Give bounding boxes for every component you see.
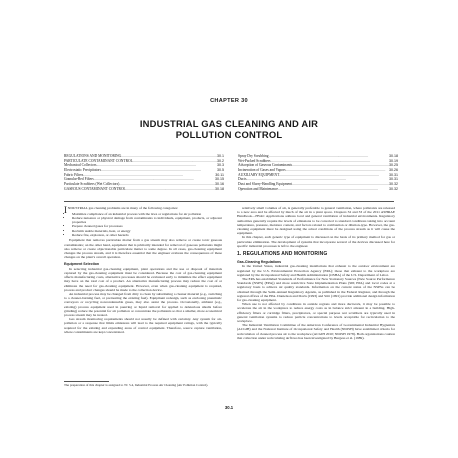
toc-leader-dots	[278, 187, 389, 192]
toc-entry-page: 30.16	[215, 181, 224, 186]
toc-entry-page: 30.25	[389, 163, 398, 168]
toc-entry-page: 30.31	[389, 177, 398, 182]
footnote	[64, 381, 222, 387]
toc-entry-title: Ducts	[238, 177, 247, 182]
toc-entry-title: Operation and Maintenance	[238, 186, 278, 191]
section-heading-equipment-selection: Equipment Selection	[64, 261, 100, 266]
toc-leader-dots	[126, 187, 215, 192]
body-paragraph: relatively small volumes of air, is generally preferable to general ventilation, where pollutants are released to a new area and be affected by much of the air in a plant space. Chapters 32 and 33 of the 2011 ASHRAE Handbook—HVAC Applications address local and general ventilation of industrial environments. Regulatory authorities generally require the levels of emissions to be corrected to standard conditions taking into account temperature, pressure, moisture content, and factors related to combustion or dilution-type. However, the gas-cleaning equipment must be designed using the actual conditions of the process stream as it will cause the equipment.	[237, 206, 395, 236]
page-number: 30.1	[224, 405, 234, 410]
toc-entry-page: 30.32	[389, 186, 398, 191]
toc-entry-title: Granular-Bed Filters	[64, 177, 94, 182]
drop-cap: I	[64, 204, 67, 215]
toc-entry-title: Mechanical Collectors	[64, 163, 97, 168]
objective-item: • Maximize compliance of an industrial process with the laws or regulations for air pollution	[72, 212, 222, 216]
toc-entry-title: REGULATIONS AND MONITORING	[64, 154, 122, 158]
toc-entry-page: 30.19	[389, 158, 398, 163]
left-column	[64, 206, 222, 334]
toc-entry-title: Incineration of Gases and Vapors	[238, 167, 286, 172]
toc-entry-title: Fabric Filters	[64, 172, 84, 177]
toc-entry-page: 30.11	[215, 172, 224, 177]
body-paragraph: The Industrial Ventilation Committee of the American Conference of Governmental Industrial Hygienists (ACGIH) and the National Institute of Occupational Safety and Health (NIOSH) have established criteria for recirculation of cleaned process air to the workplace (ACGIH 2010; NIOSH 1978). Both organizations caution that collection under recirculating airflows has been investigated by Burgess et al. (1989).	[237, 323, 395, 340]
body-paragraph: Equipment that removes particulate matter from a gas stream may also remove or create toxic gaseous contaminants; on the other hand, equipment that is primarily intended for removal of gaseous pollutants might also remove or create objectionable particulate matter to some degree. In all cases, gas-cleaning equipment changes the process stream, and it is therefore essential that the engineer evaluate the consequences of these changes on the plant's overall operation.	[64, 238, 222, 260]
section-heading-regulations: 1. REGULATIONS AND MONITORING	[237, 251, 328, 258]
objective-item: • Reclaim usable materials, heat, or energy	[72, 229, 222, 233]
right-paragraphs	[237, 206, 395, 248]
toc-entry-page: 30.15	[215, 177, 224, 182]
toc-entry-page: 30.3	[217, 163, 224, 168]
table-of-contents-right	[238, 154, 398, 191]
toc-entry-title: Dust and Slurry-Handling Equipment	[238, 181, 292, 186]
toc-entry	[238, 187, 398, 192]
objectives-list	[64, 212, 222, 237]
toc-entry-title: Wet-Packed Scrubbers	[238, 158, 271, 163]
table-of-contents-left	[64, 154, 224, 191]
toc-entry-page: 30.32	[389, 181, 398, 186]
subsection-heading-gas-cleaning-regulations: Gas-Cleaning Regulations	[237, 259, 282, 264]
chapter-title-line-2: POLLUTION CONTROL	[175, 129, 283, 140]
objective-item: • Reduce nuisance or physical damage from contaminants to individuals, equipment, products, or adjacent properties	[72, 216, 222, 224]
toc-entry-title: Electrostatic Precipitators	[64, 167, 102, 172]
right-paragraphs-2	[237, 264, 395, 340]
left-paragraphs-2	[64, 267, 222, 334]
toc-entry	[64, 187, 224, 192]
footnote-text: The preparation of this chapter is assigned to TC 5.4, Industrial Process Air Cleaning (Air Pollution Control).	[64, 383, 209, 387]
left-paragraphs	[64, 238, 222, 259]
body-paragraph: An industrial process may be changed from dirty to clean by substituting a cleaner material (e.g., switching to a cleaner-burning fuel, or pretreating the existing fuel). Equipment redesign, such as enclosing pneumatic conveyors or recycling noncondensable gases, may also assist the process. Occasionally, ambient (e.g., existing) process equipment used in puerring or liquid removal for applied to deleterious alkalis before grinding) reduce the potential for air pollution or concentrate the pollutants so that a smaller, more economical process stream may be treated.	[64, 291, 222, 317]
chapter-title-line-1: INDUSTRIAL GAS CLEANING AND AIR	[139, 118, 319, 129]
body-paragraph: In the United States, industrial gas-cleaning installations that exhaust to the outdoor environment are regulated by the U.S. Environmental Protection Agency (EPA); those that exhaust to the workplace are regulated by the Occupational Safety and Health Administration (OSHA) of the U.S. Department of Labor.	[237, 264, 395, 277]
toc-entry-page: 30.26	[389, 167, 398, 172]
body-paragraph: In this chapter, each generic type of equipment is discussed on the basis of its primary method for gas or particulate elimination. The development of systems that incorporate several of the devices discussed here for specific industrial processes is left to the engineer.	[237, 235, 395, 248]
body-paragraph: The EPA has established Standards of Performance for New Stationary Sources (New Source Performance Standards (NSPS) (EPA)) and more restrictive State Implementation Plans (SIP, EPA) and local codes at a regulatory basis to achieve air quality standards. Information on the current status of the NSPSs can be obtained through the Semi-Annual Regulatory Agenda, as published in the Federal Register, and through the regional offices of the EPA. Danielson and Davis (1993) and Stitt (1991) provide additional design information for gas-cleaning equipment.	[237, 276, 395, 302]
toc-entry-title: Adsorption of Gaseous Contaminants	[238, 163, 293, 168]
toc-entry-title: Particulate Scrubbers (Wet Collectors)	[64, 181, 120, 186]
chapter-label: CHAPTER 30	[210, 98, 248, 104]
body-paragraph: When use is not affected by conditions in outside regions and more ductwork, it may be possible to accelerate the air in the workplace to reduce energy costs as in balance strict amount in a building. High-efficiency filters or cartridge filters, precipitators, or special purpose wet scrubbers are typically used in general ventilation systems to reduce particle concentrations to levels acceptable for recirculation to the workplace.	[237, 302, 395, 323]
toc-entry-page: 30.1	[217, 154, 224, 158]
toc-entry-title: AUXILIARY EQUIPMENT	[238, 172, 280, 177]
toc-entry-title: PARTICULATE CONTAMINANT CONTROL	[64, 158, 133, 163]
chapter-title	[0, 118, 458, 140]
toc-entry-page: 30.5	[217, 167, 224, 172]
objective-item: • Reduce fire, explosion, or other hazards	[72, 233, 222, 237]
footnote-rule	[64, 381, 109, 382]
toc-entry-page: 30.18	[215, 186, 224, 191]
right-column	[237, 206, 395, 340]
toc-entry-page: 30.18	[389, 154, 398, 158]
toc-entry-page: 30.2	[217, 158, 224, 163]
body-paragraph: Gas stream monitoring requirements should not usually be defined with certainty. Any system for air-pollution or a response that limits emissions will lead to the required equipment ratings, with the typically required for the existing and expanding areas of control equipment. Therefore, source capture ventilation, where contaminants are kept concentrated.	[64, 317, 222, 334]
toc-entry-title: Spray Dry Scrubbing	[238, 154, 269, 158]
toc-entry-title: GASEOUS CONTAMINANT CONTROL	[64, 186, 126, 191]
toc-divider	[64, 201, 394, 202]
toc-entry-page: 30.31	[389, 172, 398, 177]
body-paragraph: In selecting industrial gas-cleaning equipment, plant operations and the use or disposal of materials captured by the gas-cleaning equipment must be considered. Because the cost of gas-cleaning equipment affects manufacturing costs, alternative processes should be evaluated early to minimize the effect equipment may have on the total cost of a product. An alternative manufacturing process may reduce the cost of or eliminate the need for gas-cleaning equipment. However, even when gas-cleaning equipment is required, process and product changes should be made to the collection device.	[64, 266, 222, 292]
intro-text: NDUSTRIAL gas cleaning problems are in many of the following categories:	[67, 206, 178, 210]
objective-item: • Prepare cleaned gases for processes	[72, 224, 222, 228]
